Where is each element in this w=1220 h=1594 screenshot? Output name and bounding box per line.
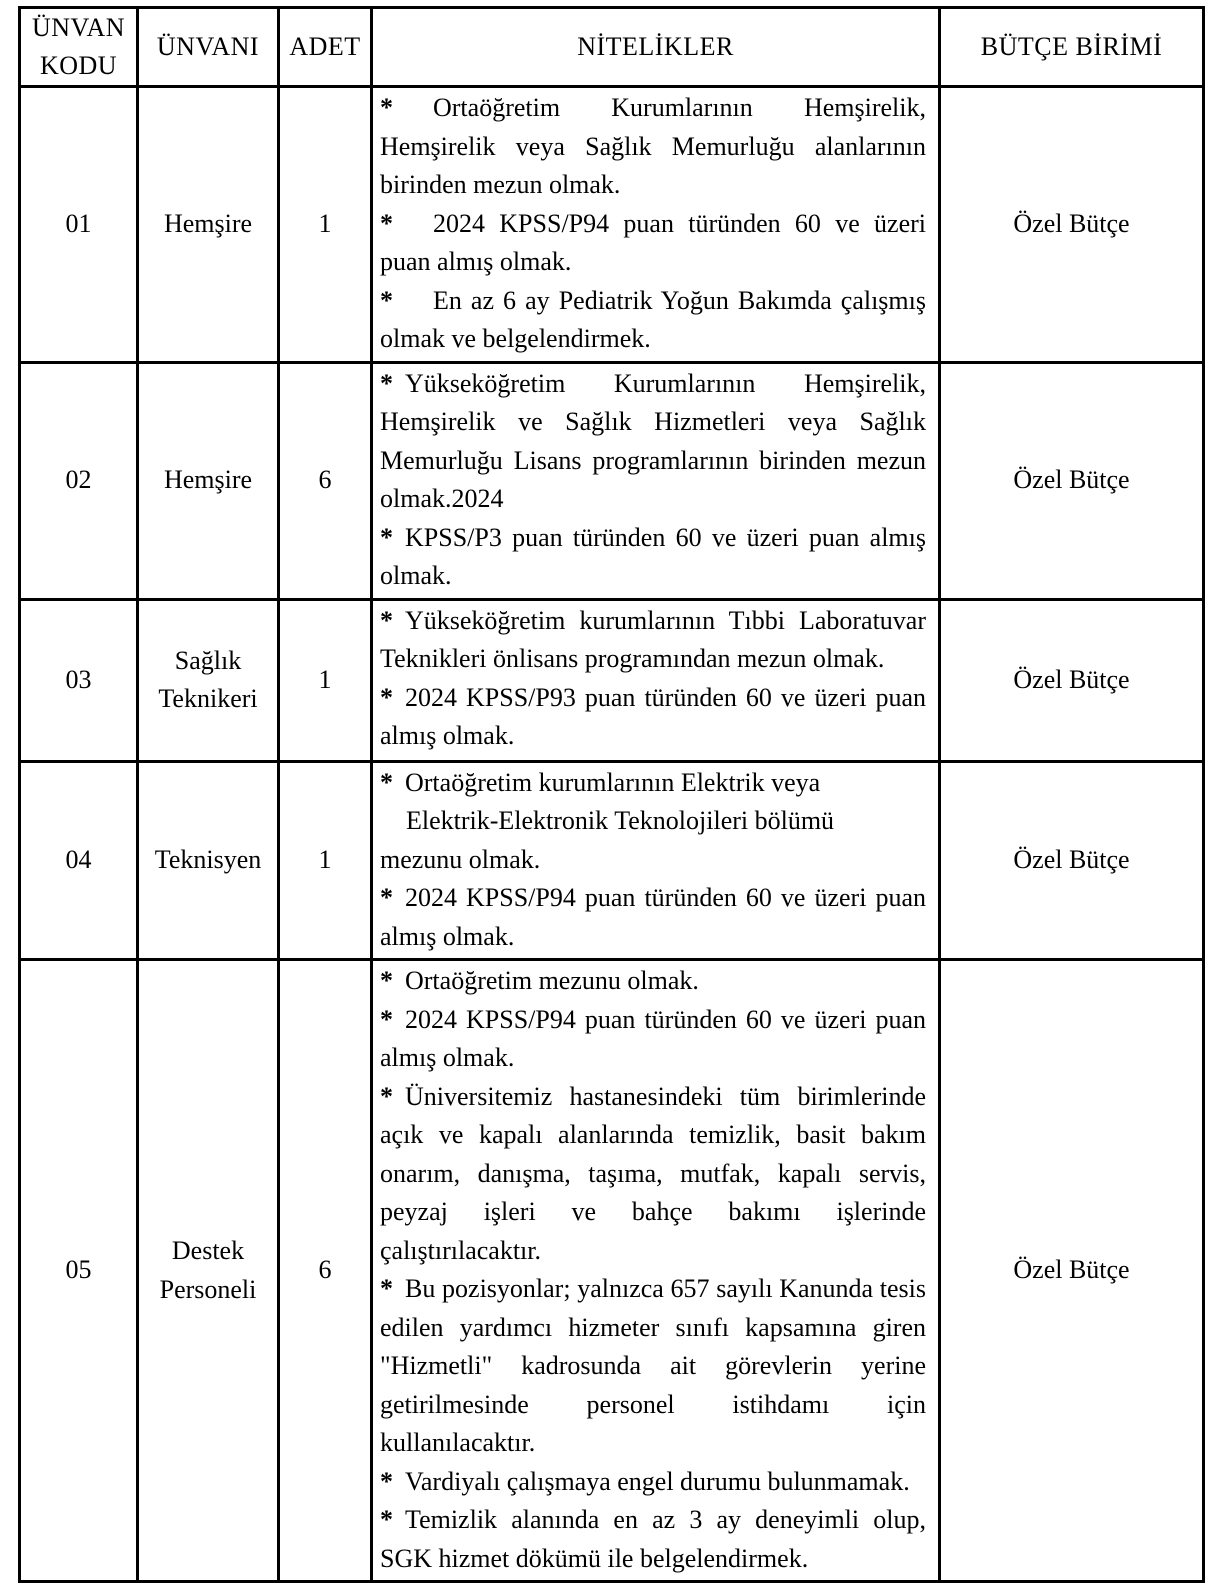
bullet-asterisk: * [380,1466,393,1496]
code-cell: 01 [20,87,138,363]
header-butce-birimi: BÜTÇE BİRİMİ [940,8,1204,87]
bullet-asterisk: * [380,208,393,238]
code-cell: 03 [20,599,138,761]
header-nitelikler: NİTELİKLER [372,8,940,87]
title-cell: Hemşire [138,362,279,599]
budget-cell: Özel Bütçe [940,960,1204,1582]
qualification-item: * Vardiyalı çalışmaya engel durumu bulunmamak. [380,1466,910,1496]
bullet-asterisk: * [380,285,393,315]
qualification-item: * Yükseköğretim Kurumlarının Hemşirelik, Hemşirelik ve Sağlık Hizmetleri veya Sağlık Memurluğu Lisans programlarının birinden mezun olmak.2024 [380,368,926,513]
count-cell: 1 [279,599,372,761]
bullet-asterisk: * [380,767,393,797]
bullet-asterisk: * [380,93,393,122]
qualifications-cell [372,960,940,1582]
bullet-asterisk: * [380,1081,393,1111]
qualification-item: * Ortaöğretim kurumlarının Elektrik veya Elektrik-Elektronik Teknolojileri bölümü mezunu olmak. [380,767,835,874]
qualification-item: * Ortaöğretim Kurumlarının Hemşirelik, Hemşirelik veya Sağlık Memurluğu alanlarının birinden mezun olmak. [380,93,926,199]
bullet-asterisk: * [380,966,393,995]
job-postings-table [18,6,1205,1583]
title-cell: Teknisyen [138,761,279,960]
qualification-item: * Yükseköğretim kurumlarının Tıbbi Laboratuvar Teknikleri önlisans programından mezun olmak. [380,605,926,673]
code-cell: 05 [20,960,138,1582]
title-cell: Sağlık Teknikeri [138,599,279,761]
qualifications-cell [372,362,940,599]
budget-cell: Özel Bütçe [940,761,1204,960]
bullet-asterisk: * [380,1505,393,1534]
count-cell: 1 [279,761,372,960]
qualification-item: * Temizlik alanında en az 3 ay deneyimli olup, SGK hizmet dökümü ile belgelendirmek. [380,1505,926,1573]
budget-cell: Özel Bütçe [940,599,1204,761]
qualifications-cell [372,761,940,960]
header-unvan-kodu: ÜNVAN KODU [20,8,138,87]
title-cell: Hemşire [138,87,279,363]
budget-cell: Özel Bütçe [940,87,1204,363]
bullet-asterisk: * [380,522,393,552]
qualification-item: * Bu pozisyonlar; yalnızca 657 sayılı Kanunda tesis edilen yardımcı hizmeter sınıfı kapsamına giren "Hizmetli" kadrosunda ait görevlerin yerine getirilmesinde personel istihdamı için kullanılacaktır. [380,1274,926,1457]
bullet-asterisk: * [380,883,393,912]
qualifications-cell [372,87,940,363]
qualification-item: * Üniversitemiz hastanesindeki tüm birimlerinde açık ve kapalı alanlarında temizlik, basit bakım onarım, danışma, taşıma, mutfak, kapalı servis, peyzaj işleri ve bahçe bakımı işlerinde çalıştırılacaktır. [380,1081,926,1265]
bullet-asterisk: * [380,1274,393,1303]
budget-cell: Özel Bütçe [940,362,1204,599]
header-unvani: ÜNVANI [138,8,279,87]
qualifications-cell [372,599,940,761]
bullet-asterisk: * [380,682,393,712]
table-row [20,960,1204,1582]
bullet-asterisk: * [380,605,393,635]
code-cell: 02 [20,362,138,599]
qualification-item: * 2024 KPSS/P93 puan türünden 60 ve üzeri puan almış olmak. [380,682,926,750]
qualification-item: * En az 6 ay Pediatrik Yoğun Bakımda çalışmış olmak ve belgelendirmek. [380,285,926,353]
count-cell: 6 [279,362,372,599]
qualification-item: * 2024 KPSS/P94 puan türünden 60 ve üzeri puan almış olmak. [380,883,926,951]
header-adet: ADET [279,8,372,87]
qualification-item: * KPSS/P3 puan türünden 60 ve üzeri puan almış olmak. [380,522,926,590]
qualification-item: * 2024 KPSS/P94 puan türünden 60 ve üzeri puan almış olmak. [380,208,926,276]
bullet-asterisk: * [380,368,393,398]
title-cell: Destek Personeli [138,960,279,1582]
table-row [20,599,1204,761]
table-body [20,87,1204,1582]
count-cell: 1 [279,87,372,363]
qualification-item: * 2024 KPSS/P94 puan türünden 60 ve üzeri puan almış olmak. [380,1004,926,1072]
code-cell: 04 [20,761,138,960]
count-cell: 6 [279,960,372,1582]
table-row [20,362,1204,599]
header-row [20,8,1204,87]
bullet-asterisk: * [380,1004,393,1034]
qualification-item: * Ortaöğretim mezunu olmak. [380,966,699,995]
table-row [20,87,1204,363]
table-row [20,761,1204,960]
